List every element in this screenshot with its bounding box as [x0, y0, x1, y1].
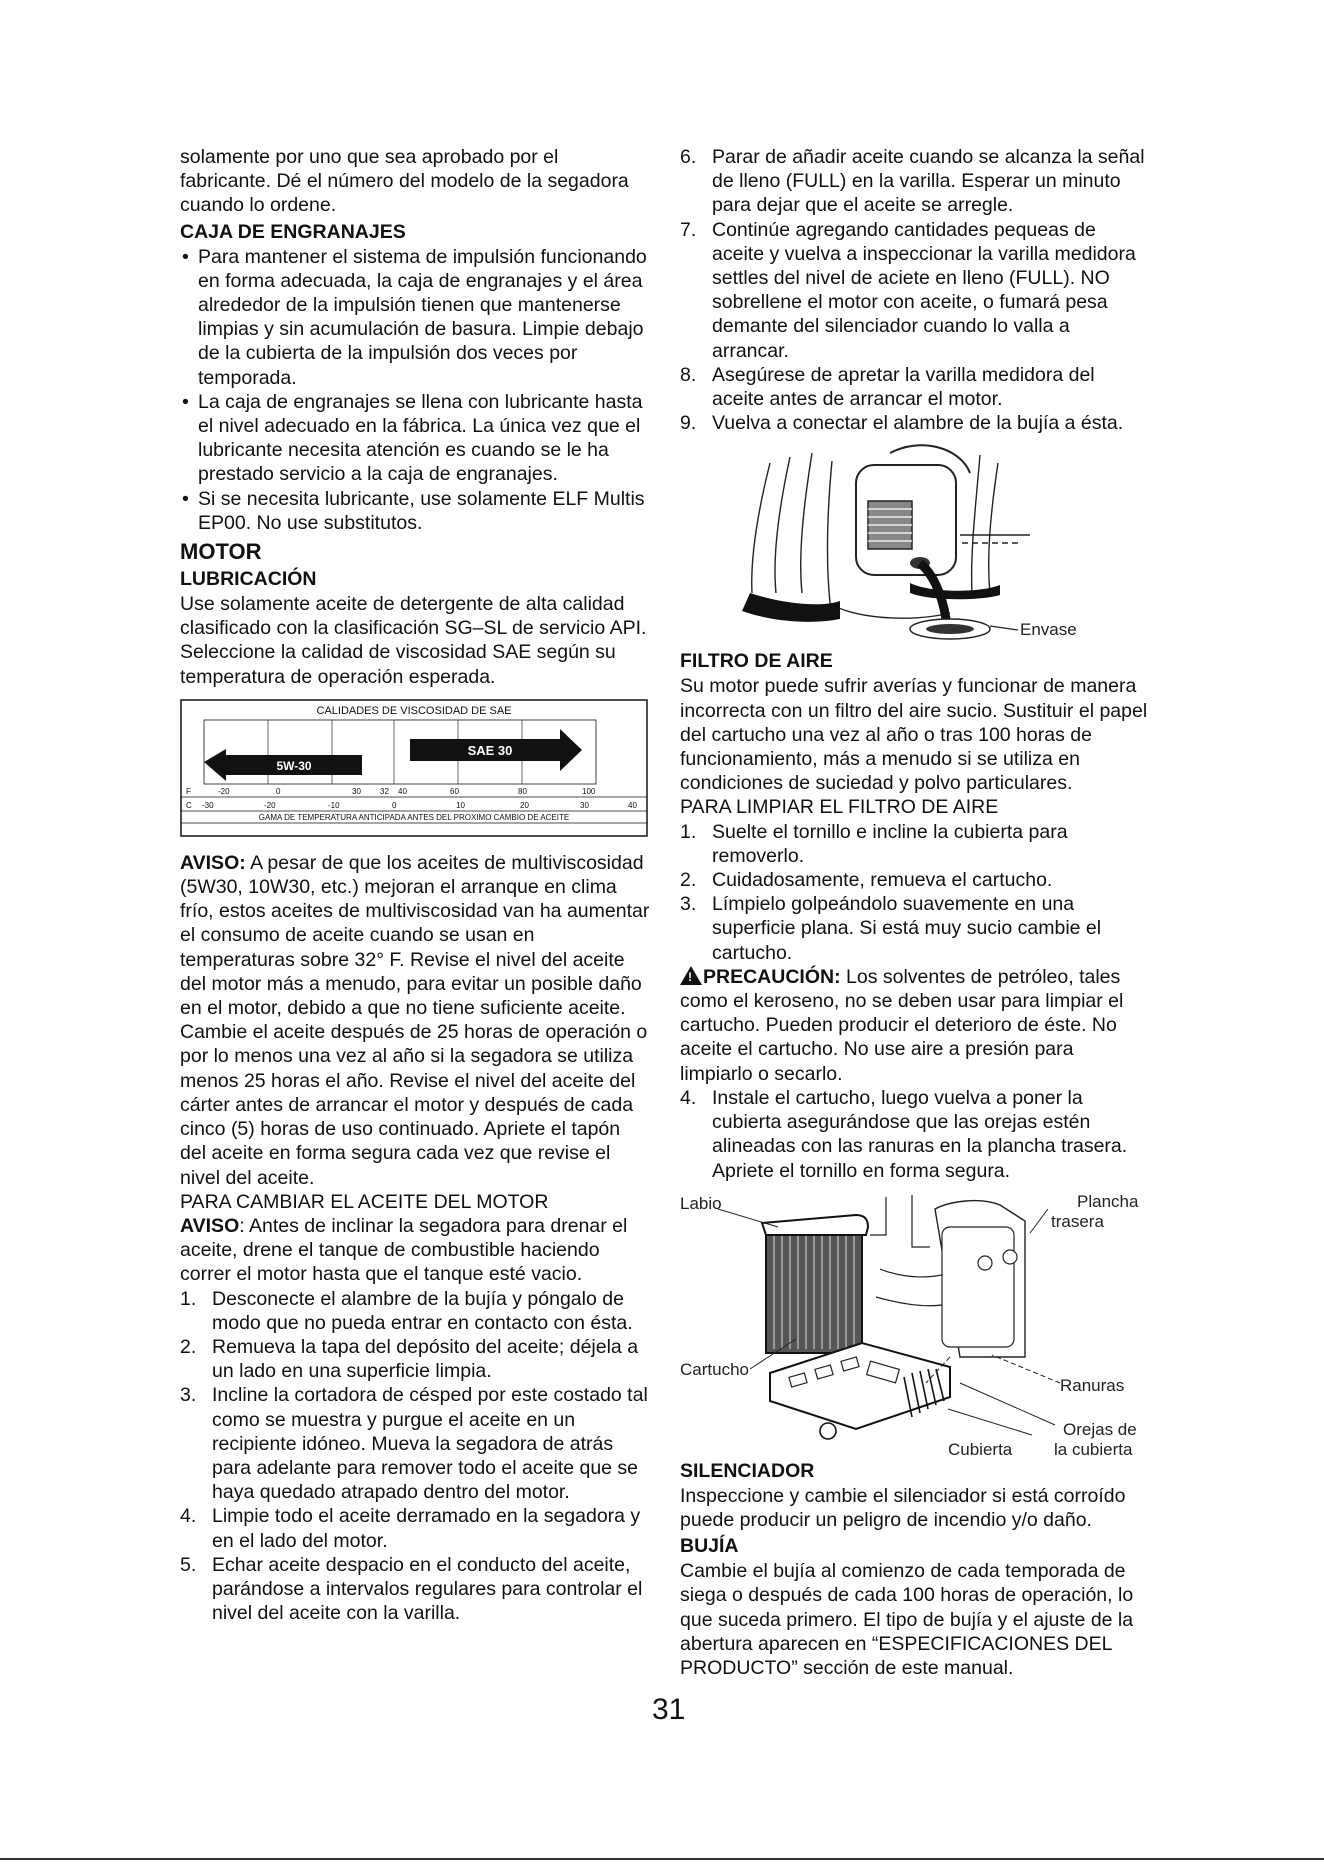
step-item: 2. Remueva la tapa del depósito del aceite; déjela a un lado en una superficie limpia. — [180, 1335, 639, 1383]
aviso-label: AVISO: — [180, 851, 246, 874]
step-item: 3. Incline la cortadora de césped por este costado tal como se muestra y purgue el aceite en un recipiente idóneo. Mueva la segadora de atrás para adelante para remover todo el aceite que se haya quedado atrapado dentro del motor. — [180, 1384, 648, 1504]
filtro-text: Su motor puede sufrir averías y funcionar de manera incorrecta con un filtro del aire sucio. Sustituir el papel del cartucho una vez al año o tras 100 horas de funcionamiento, más a menudo si se utiliza en condiciones de suciedad y polvo particulares. — [680, 675, 1148, 795]
c-tick: 20 — [520, 800, 529, 810]
warning-triangle-icon — [680, 966, 702, 985]
step-item: 8. Asegúrese de apretar la varilla medidora del aceite antes de arrancar el motor. — [680, 363, 1095, 411]
bujia-text: Cambie el bujía al comienzo de cada temporada de siega o después de cada 100 horas de operación, lo que suceda primero. El tipo de bujía y el ajuste de la abertura aparecen en “ESPECIFICACIONES DEL PRODUCTO” sección de este manual. — [680, 1560, 1134, 1679]
left-column — [180, 145, 650, 1625]
step-item: 1. Suelte el tornillo e incline la cubierta para removerlo. — [680, 820, 1068, 867]
step-item: 4. Instale el cartucho, luego vuelva a poner la cubierta asegurándose que las orejas estén alineadas con las ranuras en la plancha trasera. Apriete el tornillo en forma segura. — [680, 1086, 1128, 1182]
cartucho-label: Cartucho — [680, 1359, 749, 1379]
orejas-label: Orejas de — [1063, 1419, 1137, 1439]
f-tick: 32 — [380, 786, 389, 796]
precaucion-label: PRECAUCIÓN: — [703, 965, 841, 988]
lubricacion-heading: LUBRICACIÓN — [180, 568, 317, 591]
c-tick: 40 — [628, 800, 637, 810]
limpiar-steps — [680, 820, 1148, 965]
viscosity-chart — [180, 699, 648, 837]
plancha-label: Plancha — [1077, 1191, 1139, 1211]
f-tick: 60 — [450, 786, 459, 796]
aviso2-paragraph — [180, 1214, 650, 1287]
step-item: 7. Continúe agregando cantidades pequeas de aceite y vuelva a inspeccionar la varilla medidora settles del nivel de aciete en lleno (FULL). NO sobrellene el motor con aceite, o fumará pesa demante del silenciador cuando lo valla a arrancar. — [680, 218, 1136, 362]
aviso-paragraph — [180, 851, 650, 1190]
ranuras-label: Ranuras — [1060, 1375, 1125, 1395]
bujia-heading: BUJÍA — [680, 1535, 739, 1558]
w530-label: 5W-30 — [276, 758, 312, 773]
step-item: 5. Echar aceite despacio en el conducto del aceite, parándose a intervalos regulares para controlar el nivel del aceite con la varilla. — [180, 1553, 643, 1625]
chart-footer: GAMA DE TEMPERATURA ANTICIPADA ANTES DEL PROXIMO CAMBIO DE ACEITE — [258, 812, 570, 822]
c-tick: 30 — [580, 800, 589, 810]
f-label: F — [186, 786, 191, 796]
cambiar-steps — [180, 1287, 650, 1626]
aviso2-label: AVISO — [180, 1214, 240, 1237]
intro-text: solamente por uno que sea aprobado por el fabricante. Dé el número del modelo de la segadora cuando lo ordene. — [180, 146, 629, 217]
c-tick: 0 — [392, 800, 397, 810]
c-tick: 10 — [456, 800, 465, 810]
step-item: 4. Limpie todo el aceite derramado en la segadora y en el lado del motor. — [180, 1505, 641, 1552]
step-item: 3. Límpielo golpeándolo suavemente en una superficie plana. Si está muy sucio cambie el cartucho. — [680, 893, 1102, 964]
caja-item-2: • La caja de engranajes se llena con lubricante hasta el nivel adecuado en la fábrica. La única vez que el lubricante necesita atención es cuando se le ha prestado servicio a la caja de engranajes. — [180, 390, 650, 487]
f-tick: 0 — [276, 786, 281, 796]
limpiar-step-4 — [680, 1086, 1148, 1183]
right-column — [680, 145, 1148, 1680]
precaucion-text: Los solventes de petróleo, tales como el keroseno, no se deben usar para limpiar el cartucho. Pueden producir el deterioro de éste. No aceite el cartucho. No use aire a presión para limpiarlo o secarlo. — [680, 965, 1124, 1085]
oil-drain-illustration — [680, 443, 1148, 643]
step-item: 9. Vuelva a conectar el alambre de la bujía a ésta. — [680, 412, 1124, 435]
f-tick: 80 — [518, 786, 527, 796]
caja-list — [180, 245, 650, 535]
silenciador-heading: SILENCIADOR — [680, 1459, 815, 1482]
aviso-text: A pesar de que los aceites de multiviscosidad (5W30, 10W30, etc.) mejoran el arranque en clima frío, estos aceites de multiviscosidad van ha aumentar el consumo de aceite cuando se usan en temperaturas sobre 32° F. Revise el nivel del aceite del motor más a menudo, para evitar un posible daño en el motor, debido a que no tiene suficiente aceite. Cambie el aceite después de 25 horas de operación o por lo menos una vez al año si la segadora se utiliza menos 25 horas el año. Revise el nivel del aceite del cárter antes de arrancar el motor y después de cada cinco (5) horas de uso continuado. Apriete el tapón del aceite en forma segura cada vez que revise el nivel del aceite. — [180, 851, 650, 1189]
oil-steps-continued — [680, 145, 1148, 435]
cambiar-heading: PARA CAMBIAR EL ACEITE DEL MOTOR — [180, 1190, 549, 1213]
step-item: 6. Parar de añadir aceite cuando se alcanza la señal de lleno (FULL) en la varilla. Esperar un minuto para dejar que el aceite se arregle. — [680, 146, 1145, 217]
aviso2-text: : Antes de inclinar la segadora para drenar el aceite, drene el tanque de combustible haciendo correr el motor hasta que el tanque esté vacio. — [180, 1214, 628, 1286]
page-number: 31 — [652, 1693, 686, 1726]
f-tick: 30 — [352, 786, 361, 796]
lubricacion-text: Use solamente aceite de detergente de alta calidad clasificado con la clasificación SG–SL de servicio API. Seleccione la calidad de viscosidad SAE según su temperatura de operación esperada. — [180, 593, 647, 688]
f-tick: 40 — [398, 786, 407, 796]
envase-label: Envase — [1020, 620, 1077, 640]
labio-label: Labio — [680, 1193, 722, 1213]
air-filter-illustration — [680, 1187, 1148, 1459]
c-tick: -30 — [202, 800, 214, 810]
trasera-label: trasera — [1051, 1211, 1104, 1231]
silenciador-text: Inspeccione y cambie el silenciador si está corroído puede producir un peligro de incendio y/o daño. — [680, 1484, 1126, 1531]
chart-title: CALIDADES DE VISCOSIDAD DE SAE — [316, 704, 512, 717]
limpiar-heading: PARA LIMPIAR EL FILTRO DE AIRE — [680, 796, 999, 819]
cubierta-label: Cubierta — [948, 1439, 1013, 1459]
f-tick: -20 — [218, 786, 230, 796]
orejas-label-2: la cubierta — [1054, 1439, 1133, 1459]
f-tick: 100 — [582, 786, 596, 796]
filtro-heading: FILTRO DE AIRE — [680, 650, 833, 673]
step-item: 1. Desconecte el alambre de la bujía y póngalo de modo que no pueda entrar en contacto con ésta. — [180, 1287, 633, 1334]
caja-item-3: • Si se necesita lubricante, use solamente ELF Multis EP00. No use substitutos. — [180, 487, 650, 535]
precaucion-paragraph — [680, 965, 1148, 1086]
caja-heading: CAJA DE ENGRANAJES — [180, 220, 406, 243]
step-item: 2. Cuidadosamente, remueva el cartucho. — [680, 869, 1053, 892]
caja-item-1: • Para mantener el sistema de impulsión funcionando en forma adecuada, la caja de engranajes y el área alrededor de la impulsión tienen que mantenerse limpias y sin acumulación de basura. Limpie debajo de la cubierta de la impulsión dos veces por temporada. — [180, 245, 650, 390]
motor-heading: MOTOR — [180, 539, 262, 565]
c-tick: -10 — [328, 800, 340, 810]
page-bottom-rule — [0, 1858, 1324, 1860]
sae30-label: SAE 30 — [467, 742, 513, 758]
c-label: C — [186, 800, 192, 810]
c-tick: -20 — [264, 800, 276, 810]
